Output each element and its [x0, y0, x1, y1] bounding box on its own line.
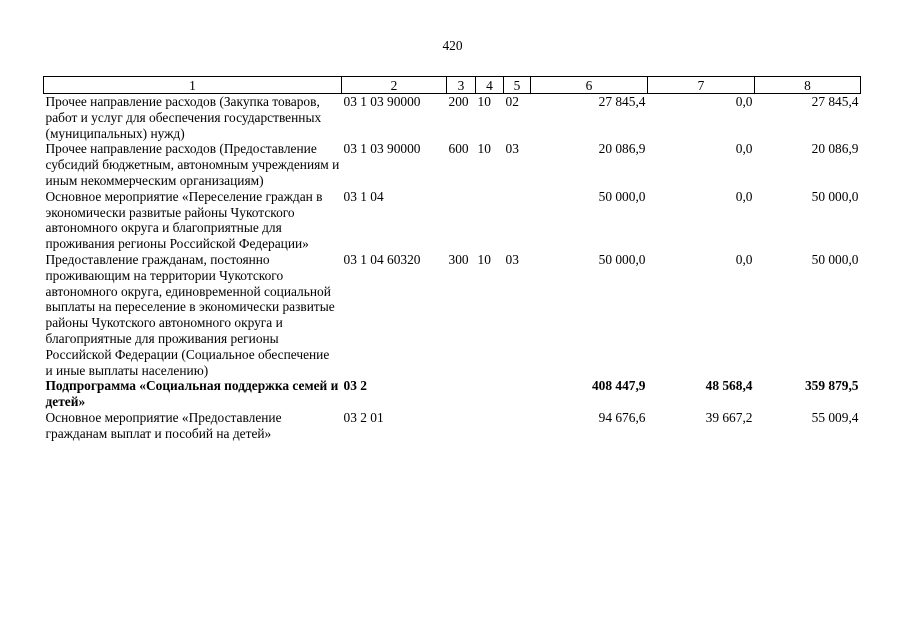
row-regional: 50 000,0 — [811, 251, 859, 267]
row-federal: 0,0 — [735, 188, 753, 204]
row-regional: 27 845,4 — [811, 94, 859, 109]
row-name: Прочее направление расходов (Закупка товаров, работ и услуг для обеспечения государственных (муниципальных) нужд) — [45, 94, 322, 141]
row-subsection — [504, 410, 531, 442]
row-name: Основное мероприятие «Переселение граждан в экономически развитые районы Чукотского автономного округа и благоприятные для проживания регионы Российской Федерации» — [45, 188, 323, 252]
row-section — [476, 189, 504, 252]
header-col-4: 4 — [476, 77, 504, 94]
header-col-7: 7 — [648, 77, 755, 94]
row-total: 50 000,0 — [598, 251, 646, 267]
row-expense-type: 200 — [448, 94, 469, 109]
header-col-3: 3 — [447, 77, 476, 94]
row-expense-type: 300 — [448, 251, 469, 267]
row-regional: 50 000,0 — [811, 188, 859, 204]
row-expense-type — [447, 410, 476, 442]
row-subsection: 03 — [505, 251, 519, 267]
row-name: Предоставление гражданам, постоянно проживающим на территории Чукотского автономного округа, единовременной социальной выплаты на переселение в экономически развитые районы Чукотского автономного округа и благоприятные для проживания регионы Российской Федерации (Социальное обеспечение и иные выплаты населению) — [45, 251, 335, 378]
row-federal: 0,0 — [735, 94, 753, 109]
row-regional: 359 879,5 — [804, 378, 859, 394]
row-federal: 48 568,4 — [705, 378, 753, 394]
table-row — [44, 410, 861, 442]
table-row — [44, 189, 861, 252]
table-row — [44, 141, 861, 188]
header-col-5: 5 — [504, 77, 531, 94]
row-total: 408 447,9 — [591, 378, 646, 394]
row-code: 03 2 — [343, 378, 367, 394]
row-name: Основное мероприятие «Предоставление гражданам выплат и пособий на детей» — [45, 409, 282, 441]
page-number: 420 — [442, 38, 463, 53]
table-body — [44, 94, 861, 442]
row-code: 03 2 01 — [343, 409, 384, 425]
row-regional: 20 086,9 — [811, 141, 859, 157]
row-total: 27 845,4 — [598, 94, 646, 109]
row-code: 03 1 04 — [343, 188, 384, 204]
row-section — [476, 378, 504, 410]
table-row — [44, 94, 861, 142]
row-subsection — [504, 189, 531, 252]
row-section: 10 — [477, 141, 491, 157]
row-total: 20 086,9 — [598, 141, 646, 157]
row-expense-type: 600 — [448, 141, 469, 157]
row-subsection: 02 — [505, 94, 519, 109]
header-col-6: 6 — [531, 77, 648, 94]
table-row — [44, 378, 861, 410]
row-subsection: 03 — [505, 141, 519, 157]
row-expense-type — [447, 189, 476, 252]
row-expense-type — [447, 378, 476, 410]
row-total: 50 000,0 — [598, 188, 646, 204]
row-code: 03 1 03 90000 — [343, 141, 421, 157]
header-col-2: 2 — [342, 77, 447, 94]
row-total: 94 676,6 — [598, 409, 646, 425]
row-section: 10 — [477, 94, 491, 109]
row-federal: 0,0 — [735, 251, 753, 267]
table-row — [44, 252, 861, 378]
header-row — [44, 77, 861, 94]
header-col-1: 1 — [44, 77, 342, 94]
row-federal: 39 667,2 — [705, 409, 753, 425]
budget-table — [43, 76, 861, 442]
row-subsection — [504, 378, 531, 410]
row-name: Подпрограмма «Социальная поддержка семей и детей» — [45, 378, 339, 410]
row-code: 03 1 03 90000 — [343, 94, 421, 109]
row-section: 10 — [477, 251, 491, 267]
row-name: Прочее направление расходов (Предоставление субсидий бюджетным, автономным учреждениям и иным некоммерческим организациям) — [45, 141, 340, 188]
row-code: 03 1 04 60320 — [343, 251, 421, 267]
header-col-8: 8 — [755, 77, 861, 94]
row-federal: 0,0 — [735, 141, 753, 157]
row-section — [476, 410, 504, 442]
row-regional: 55 009,4 — [811, 409, 859, 425]
